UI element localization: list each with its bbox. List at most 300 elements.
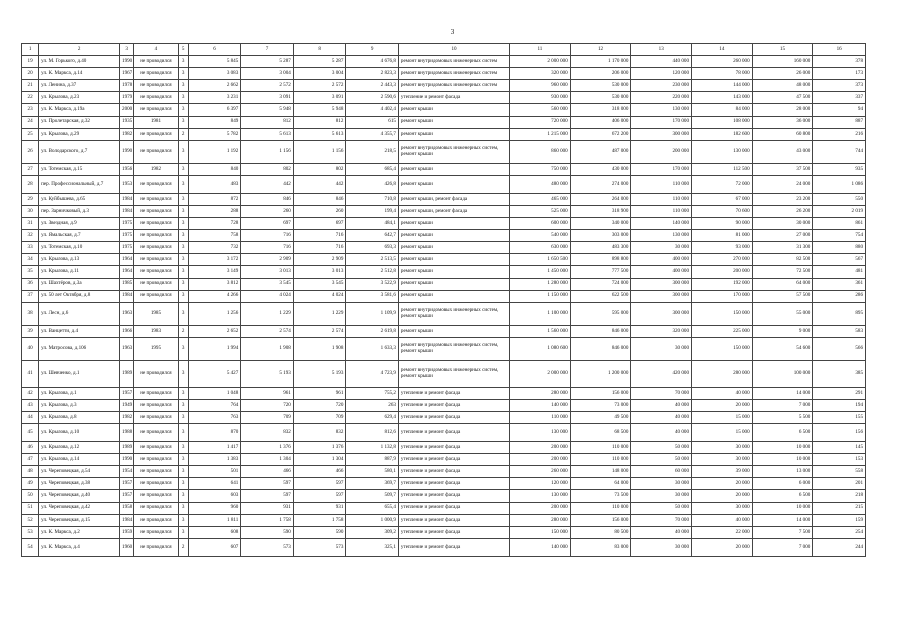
fund-cost-cell: 777 500 — [570, 266, 631, 278]
last-overhaul-cell: не проводился — [134, 526, 178, 538]
column-number: 9 — [346, 44, 399, 56]
row-number: 42 — [22, 387, 39, 399]
table-row — [22, 128, 866, 140]
owners-cost-cell: 54 600 — [752, 337, 813, 360]
address-cell: ул. Ленина, д.37 — [39, 80, 120, 92]
area-value-cell: 887,9 — [346, 454, 399, 466]
row-number: 36 — [22, 278, 39, 290]
floors-cell: 3 — [178, 140, 188, 163]
fund-cost-cell: 898 800 — [570, 254, 631, 266]
area-cell: 3 545 — [241, 278, 294, 290]
cost-per-sqm-cell: 337 — [813, 92, 866, 104]
residential-area-cell: 5 948 — [293, 104, 346, 116]
fund-cost-cell: 64 000 — [570, 478, 631, 490]
total-cost-cell: 960 000 — [510, 80, 571, 92]
floors-cell: 3 — [178, 242, 188, 254]
residential-area-cell: 709 — [293, 411, 346, 423]
row-number: 21 — [22, 80, 39, 92]
row-number: 45 — [22, 424, 39, 442]
residential-area-cell: 260 — [293, 205, 346, 217]
owners-cost-cell: 47 500 — [752, 92, 813, 104]
area-cell: 1 908 — [241, 337, 294, 360]
last-overhaul-cell: не проводился — [134, 387, 178, 399]
work-type-cell: ремонт крыши — [398, 266, 509, 278]
table-row — [22, 387, 866, 399]
regional-cost-cell: 400 000 — [631, 266, 692, 278]
total-cost-cell: 130 000 — [510, 490, 571, 502]
total-cost-cell: 630 000 — [510, 242, 571, 254]
cost-per-sqm-cell: 155 — [813, 411, 866, 423]
year-built-cell: 1975 — [120, 218, 134, 230]
row-number: 43 — [22, 399, 39, 411]
last-overhaul-cell: не проводился — [134, 80, 178, 92]
residential-area-cell: 1 156 — [293, 140, 346, 163]
owners-cost-cell: 6 500 — [752, 424, 813, 442]
column-number: 10 — [398, 44, 509, 56]
municipal-cost-cell: 39 000 — [692, 466, 753, 478]
area-value-cell: 3 522,9 — [346, 278, 399, 290]
cost-per-sqm-cell: 361 — [813, 278, 866, 290]
fund-cost-cell: 264 000 — [570, 193, 631, 205]
fund-cost-cell: 430 000 — [570, 163, 631, 175]
municipal-cost-cell: 260 000 — [692, 56, 753, 68]
work-type-cell: ремонт крыши, ремонт фасада — [398, 193, 509, 205]
fund-cost-cell: 406 000 — [570, 116, 631, 128]
area-cell: 5 613 — [241, 128, 294, 140]
address-cell: ул. Крылова, д.23 — [39, 92, 120, 104]
page-number: 3 — [450, 28, 455, 36]
regional-cost-cell: 50 000 — [631, 454, 692, 466]
last-overhaul-cell: не проводился — [134, 193, 178, 205]
fund-cost-cell: 1 170 000 — [570, 56, 631, 68]
fund-cost-cell: 156 000 — [570, 514, 631, 526]
regional-cost-cell: 30 000 — [631, 538, 692, 556]
cost-per-sqm-cell: 215 — [813, 502, 866, 514]
owners-cost-cell: 14 000 — [752, 387, 813, 399]
address-cell: ул. Крылова, д.13 — [39, 254, 120, 266]
municipal-cost-cell: 20 000 — [692, 478, 753, 490]
area-value-cell: 2 823,3 — [346, 68, 399, 80]
residential-area-cell: 5 193 — [293, 360, 346, 387]
row-number: 38 — [22, 302, 39, 325]
row-number: 33 — [22, 242, 39, 254]
year-built-cell: 1956 — [120, 163, 134, 175]
row-number: 54 — [22, 538, 39, 556]
work-type-cell: утепление и ремонт фасада — [398, 424, 509, 442]
fund-cost-cell: 80 500 — [570, 526, 631, 538]
municipal-cost-cell: 112 500 — [692, 163, 753, 175]
municipal-cost-cell: 200 000 — [692, 266, 753, 278]
year-built-cell: 1985 — [120, 278, 134, 290]
area-value-cell: 218,5 — [346, 140, 399, 163]
cost-per-sqm-cell: 218 — [813, 490, 866, 502]
work-type-cell: ремонт крыши — [398, 116, 509, 128]
total-area-cell: 603 — [188, 490, 241, 502]
year-built-cell: 1990 — [120, 140, 134, 163]
fund-cost-cell: 487 000 — [570, 140, 631, 163]
row-number: 20 — [22, 68, 39, 80]
area-cell: 590 — [241, 526, 294, 538]
municipal-cost-cell: 30 000 — [692, 442, 753, 454]
municipal-cost-cell: 72 000 — [692, 175, 753, 193]
total-area-cell: 501 — [188, 466, 241, 478]
cost-per-sqm-cell: 935 — [813, 163, 866, 175]
last-overhaul-cell: не проводился — [134, 424, 178, 442]
total-cost-cell: 1 150 000 — [510, 290, 571, 302]
total-cost-cell: 2 000 000 — [510, 56, 571, 68]
municipal-cost-cell: 130 000 — [692, 140, 753, 163]
regional-cost-cell: 300 000 — [631, 302, 692, 325]
total-cost-cell: 280 000 — [510, 387, 571, 399]
owners-cost-cell: 28 000 — [752, 104, 813, 116]
residential-area-cell: 802 — [293, 163, 346, 175]
owners-cost-cell: 10 000 — [752, 442, 813, 454]
total-cost-cell: 320 000 — [510, 68, 571, 80]
fund-cost-cell: 303 000 — [570, 230, 631, 242]
floors-cell: 3 — [178, 514, 188, 526]
municipal-cost-cell: 280 000 — [692, 360, 753, 387]
address-cell: ул. Крылова, д.12 — [39, 442, 120, 454]
floors-cell: 3 — [178, 454, 188, 466]
residential-area-cell: 442 — [293, 175, 346, 193]
row-number: 53 — [22, 526, 39, 538]
table-row — [22, 442, 866, 454]
work-type-cell: утепление и ремонт фасада — [398, 478, 509, 490]
area-value-cell: 2 590,6 — [346, 92, 399, 104]
residential-area-cell: 3 013 — [293, 266, 346, 278]
total-cost-cell: 260 000 — [510, 466, 571, 478]
work-type-cell: ремонт крыши — [398, 163, 509, 175]
cost-per-sqm-cell: 558 — [813, 466, 866, 478]
total-area-cell: 3 083 — [188, 68, 241, 80]
address-cell: ул. Крылова, д.14 — [39, 454, 120, 466]
work-type-cell: ремонт крыши — [398, 104, 509, 116]
table-row — [22, 424, 866, 442]
residential-area-cell: 3 004 — [293, 68, 346, 80]
last-overhaul-cell: не проводился — [134, 266, 178, 278]
total-area-cell: 960 — [188, 502, 241, 514]
area-value-cell: 1 109,9 — [346, 302, 399, 325]
row-number: 32 — [22, 230, 39, 242]
total-cost-cell: 110 000 — [510, 411, 571, 423]
fund-cost-cell: 530 000 — [570, 80, 631, 92]
residential-area-cell: 466 — [293, 466, 346, 478]
area-value-cell: 369,7 — [346, 478, 399, 490]
address-cell: ул. Череповецкая, д.42 — [39, 502, 120, 514]
total-cost-cell: 140 000 — [510, 399, 571, 411]
cost-per-sqm-cell: 201 — [813, 478, 866, 490]
last-overhaul-cell: не проводился — [134, 254, 178, 266]
area-value-cell: 629,4 — [346, 411, 399, 423]
floors-cell: 3 — [178, 230, 188, 242]
owners-cost-cell: 82 500 — [752, 254, 813, 266]
area-cell: 709 — [241, 411, 294, 423]
row-number: 19 — [22, 56, 39, 68]
row-number: 50 — [22, 490, 39, 502]
address-cell: ул. Куйбышева, д.65 — [39, 193, 120, 205]
owners-cost-cell: 64 000 — [752, 278, 813, 290]
owners-cost-cell: 7 000 — [752, 399, 813, 411]
total-cost-cell: 720 000 — [510, 116, 571, 128]
area-cell: 597 — [241, 478, 294, 490]
floors-cell: 3 — [178, 411, 188, 423]
total-area-cell: 1 383 — [188, 454, 241, 466]
area-cell: 466 — [241, 466, 294, 478]
area-value-cell: 1 633,3 — [346, 337, 399, 360]
address-cell: ул. Володарского, д.7 — [39, 140, 120, 163]
row-number: 52 — [22, 514, 39, 526]
year-built-cell: 1963 — [120, 337, 134, 360]
year-built-cell: 1984 — [120, 290, 134, 302]
address-cell: ул. М. Горького, д.40 — [39, 56, 120, 68]
total-area-cell: 4 266 — [188, 290, 241, 302]
total-cost-cell: 1 215 000 — [510, 128, 571, 140]
regional-cost-cell: 40 000 — [631, 526, 692, 538]
area-value-cell: 484,1 — [346, 218, 399, 230]
municipal-cost-cell: 20 000 — [692, 490, 753, 502]
table-row — [22, 514, 866, 526]
regional-cost-cell: 120 000 — [631, 68, 692, 80]
total-area-cell: 3 812 — [188, 278, 241, 290]
owners-cost-cell: 31 300 — [752, 242, 813, 254]
address-cell: ул. Шевченко, д.1 — [39, 360, 120, 387]
row-number: 28 — [22, 175, 39, 193]
row-number: 47 — [22, 454, 39, 466]
floors-cell: 3 — [178, 175, 188, 193]
row-number: 31 — [22, 218, 39, 230]
column-number: 3 — [120, 44, 134, 56]
residential-area-cell: 2 909 — [293, 254, 346, 266]
regional-cost-cell: 110 000 — [631, 193, 692, 205]
regional-cost-cell: 40 000 — [631, 411, 692, 423]
work-type-cell: ремонт крыши — [398, 175, 509, 193]
table-row — [22, 526, 866, 538]
floors-cell: 3 — [178, 163, 188, 175]
row-number: 34 — [22, 254, 39, 266]
owners-cost-cell: 36 000 — [752, 116, 813, 128]
municipal-cost-cell: 20 000 — [692, 538, 753, 556]
residential-area-cell: 2 572 — [293, 80, 346, 92]
total-area-cell: 641 — [188, 478, 241, 490]
year-built-cell: 1949 — [120, 399, 134, 411]
fund-cost-cell: 530 000 — [570, 92, 631, 104]
fund-cost-cell: 206 000 — [570, 68, 631, 80]
floors-cell: 3 — [178, 478, 188, 490]
owners-cost-cell: 100 000 — [752, 360, 813, 387]
area-cell: 720 — [241, 399, 294, 411]
row-number: 41 — [22, 360, 39, 387]
fund-cost-cell: 73 500 — [570, 490, 631, 502]
owners-cost-cell: 14 000 — [752, 514, 813, 526]
last-overhaul-cell: не проводился — [134, 290, 178, 302]
fund-cost-cell: 274 000 — [570, 175, 631, 193]
area-cell: 832 — [241, 424, 294, 442]
total-cost-cell: 200 000 — [510, 502, 571, 514]
regional-cost-cell: 30 000 — [631, 478, 692, 490]
year-built-cell: 1966 — [120, 325, 134, 337]
last-overhaul-cell: 1995 — [134, 337, 178, 360]
year-built-cell: 1957 — [120, 478, 134, 490]
total-area-cell: 3 172 — [188, 254, 241, 266]
fund-cost-cell: 83 000 — [570, 538, 631, 556]
floors-cell: 3 — [178, 254, 188, 266]
year-built-cell: 1967 — [120, 68, 134, 80]
work-type-cell: утепление и ремонт фасада — [398, 538, 509, 556]
table-row — [22, 230, 866, 242]
total-cost-cell: 930 000 — [510, 92, 571, 104]
owners-cost-cell: 55 000 — [752, 302, 813, 325]
year-built-cell: 1978 — [120, 80, 134, 92]
fund-cost-cell: 622 500 — [570, 290, 631, 302]
municipal-cost-cell: 70 600 — [692, 205, 753, 217]
work-type-cell: ремонт внутридомовых инженерных систем — [398, 68, 509, 80]
residential-area-cell: 720 — [293, 399, 346, 411]
work-type-cell: ремонт крыши — [398, 242, 509, 254]
last-overhaul-cell: не проводился — [134, 56, 178, 68]
floors-cell: 3 — [178, 526, 188, 538]
floors-cell: 3 — [178, 442, 188, 454]
area-cell: 1 758 — [241, 514, 294, 526]
regional-cost-cell: 50 000 — [631, 502, 692, 514]
column-number: 16 — [813, 44, 866, 56]
area-value-cell: 1 000,9 — [346, 514, 399, 526]
last-overhaul-cell: не проводился — [134, 478, 178, 490]
municipal-cost-cell: 15 000 — [692, 424, 753, 442]
regional-cost-cell: 50 000 — [631, 442, 692, 454]
fund-cost-cell: 73 000 — [570, 399, 631, 411]
residential-area-cell: 1 758 — [293, 514, 346, 526]
total-cost-cell: 1 560 000 — [510, 325, 571, 337]
area-value-cell: 309,2 — [346, 526, 399, 538]
year-built-cell: 1975 — [120, 242, 134, 254]
total-area-cell: 5 782 — [188, 128, 241, 140]
year-built-cell: 1984 — [120, 514, 134, 526]
table-row — [22, 218, 866, 230]
area-cell: 2 572 — [241, 80, 294, 92]
total-cost-cell: 2 000 000 — [510, 360, 571, 387]
area-cell: 1 156 — [241, 140, 294, 163]
owners-cost-cell: 160 000 — [752, 56, 813, 68]
year-built-cell: 1959 — [120, 526, 134, 538]
municipal-cost-cell: 144 000 — [692, 80, 753, 92]
owners-cost-cell: 26 200 — [752, 205, 813, 217]
table-row — [22, 466, 866, 478]
address-cell: ул. Шахтёров, д.3а — [39, 278, 120, 290]
fund-cost-cell: 49 500 — [570, 411, 631, 423]
cost-per-sqm-cell: 887 — [813, 116, 866, 128]
address-cell: ул. К. Маркса, д.2 — [39, 526, 120, 538]
floors-cell: 3 — [178, 193, 188, 205]
area-cell: 2 909 — [241, 254, 294, 266]
cost-per-sqm-cell: 481 — [813, 266, 866, 278]
row-number: 40 — [22, 337, 39, 360]
column-number: 14 — [692, 44, 753, 56]
year-built-cell: 1957 — [120, 490, 134, 502]
total-area-cell: 5 427 — [188, 360, 241, 387]
owners-cost-cell: 6 500 — [752, 490, 813, 502]
table-row — [22, 140, 866, 163]
fund-cost-cell: 1 200 000 — [570, 360, 631, 387]
last-overhaul-cell: не проводился — [134, 175, 178, 193]
area-cell: 3 091 — [241, 92, 294, 104]
address-cell: пер. Профессиональный, д.7 — [39, 175, 120, 193]
total-area-cell: 849 — [188, 116, 241, 128]
total-cost-cell: 480 000 — [510, 175, 571, 193]
regional-cost-cell: 170 000 — [631, 163, 692, 175]
work-type-cell: ремонт крыши — [398, 278, 509, 290]
cost-per-sqm-cell: 153 — [813, 454, 866, 466]
regional-cost-cell: 300 000 — [631, 290, 692, 302]
owners-cost-cell: 13 000 — [752, 466, 813, 478]
owners-cost-cell: 7 000 — [752, 538, 813, 556]
address-cell: пер. Зарничковый, д.3 — [39, 205, 120, 217]
total-area-cell: 483 — [188, 175, 241, 193]
column-number: 12 — [570, 44, 631, 56]
last-overhaul-cell: не проводился — [134, 104, 178, 116]
residential-area-cell: 846 — [293, 193, 346, 205]
municipal-cost-cell: 270 000 — [692, 254, 753, 266]
total-area-cell: 608 — [188, 526, 241, 538]
area-value-cell: 263 — [346, 399, 399, 411]
last-overhaul-cell: не проводился — [134, 538, 178, 556]
row-number: 48 — [22, 466, 39, 478]
address-cell: ул. Звездная, д.9 — [39, 218, 120, 230]
floors-cell: 2 — [178, 538, 188, 556]
year-built-cell: 1964 — [120, 266, 134, 278]
year-built-cell: 1954 — [120, 466, 134, 478]
work-type-cell: утепление и ремонт фасада — [398, 92, 509, 104]
work-type-cell: ремонт внутридомовых инженерных систем — [398, 80, 509, 92]
area-value-cell: 642,7 — [346, 230, 399, 242]
residential-area-cell: 812 — [293, 116, 346, 128]
year-built-cell: 1964 — [120, 254, 134, 266]
municipal-cost-cell: 192 000 — [692, 278, 753, 290]
total-cost-cell: 120 000 — [510, 478, 571, 490]
municipal-cost-cell: 40 000 — [692, 514, 753, 526]
total-cost-cell: 130 000 — [510, 424, 571, 442]
owners-cost-cell: 10 000 — [752, 454, 813, 466]
regional-cost-cell: 440 000 — [631, 56, 692, 68]
area-cell: 2 574 — [241, 325, 294, 337]
municipal-cost-cell: 150 000 — [692, 302, 753, 325]
column-number: 13 — [631, 44, 692, 56]
row-number: 26 — [22, 140, 39, 163]
floors-cell: 3 — [178, 399, 188, 411]
regional-cost-cell: 420 000 — [631, 360, 692, 387]
total-area-cell: 2 652 — [188, 325, 241, 337]
total-area-cell: 288 — [188, 205, 241, 217]
residential-area-cell: 832 — [293, 424, 346, 442]
area-cell: 5 287 — [241, 56, 294, 68]
municipal-cost-cell: 67 000 — [692, 193, 753, 205]
municipal-cost-cell: 40 000 — [692, 387, 753, 399]
floors-cell: 3 — [178, 92, 188, 104]
total-cost-cell: 540 000 — [510, 230, 571, 242]
work-type-cell: утепление и ремонт фасада — [398, 502, 509, 514]
area-cell: 260 — [241, 205, 294, 217]
work-type-cell: утепление и ремонт фасада — [398, 490, 509, 502]
address-cell: ул. К. Маркса, д.4 — [39, 538, 120, 556]
table-row — [22, 337, 866, 360]
area-cell: 1 229 — [241, 302, 294, 325]
table-row — [22, 411, 866, 423]
residential-area-cell: 1 908 — [293, 337, 346, 360]
residential-area-cell: 597 — [293, 478, 346, 490]
work-type-cell: ремонт крыши — [398, 218, 509, 230]
work-type-cell: утепление и ремонт фасада — [398, 466, 509, 478]
year-built-cell: 1957 — [120, 387, 134, 399]
total-area-cell: 728 — [188, 218, 241, 230]
